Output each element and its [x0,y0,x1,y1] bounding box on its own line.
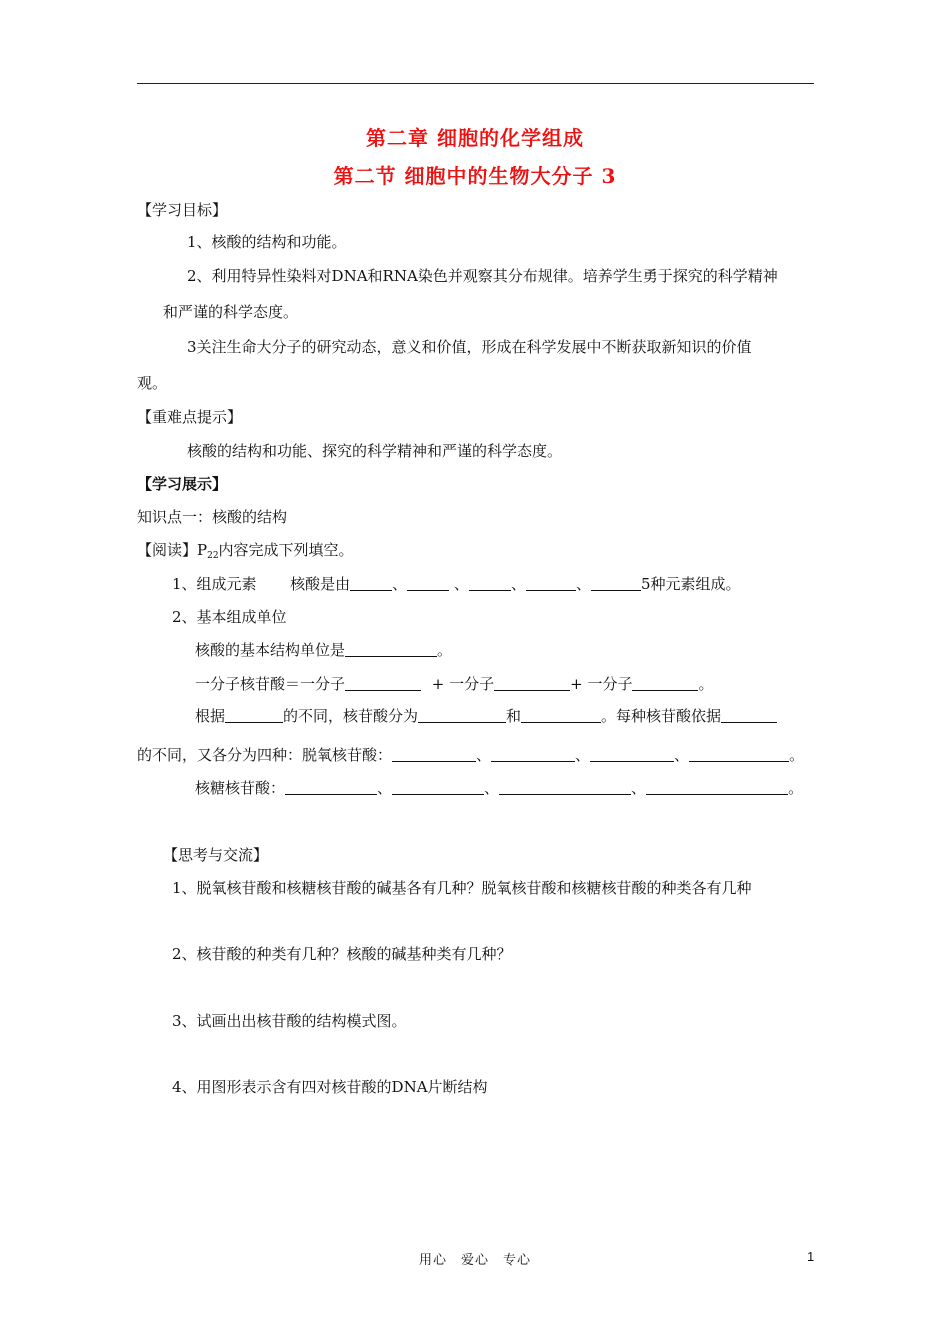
blank[interactable] [632,675,698,691]
chapter-title: 第二章 细胞的化学组成 [366,126,584,150]
blank[interactable] [392,746,476,762]
ribonucleotide-line: 核糖核苷酸： 、 、 、 。 [195,779,804,797]
question-4: 4、用图形表示含有四对核苷酸的DNA片断结构 [172,1078,488,1096]
blank[interactable] [721,707,777,723]
nucleotide-composition: 一分子核苷酸＝一分子 + 一分子 + 一分子 。 [195,675,714,693]
blank[interactable] [689,746,789,762]
show-header: 【学习展示】 [137,475,228,493]
classification-line1: 根据 的不同，核苷酸分为 和 。每种核苷酸依据 [195,706,777,726]
blank[interactable] [392,779,484,795]
item-2-label: 2、基本组成单位 [172,608,287,626]
key-points-text: 核酸的结构和功能、探究的科学精神和严谨的科学态度。 [187,442,563,460]
blank[interactable] [285,779,377,795]
blank[interactable] [521,707,601,723]
key-points-header: 【重难点提示】 [137,408,243,426]
item-1-elements: 1、组成元素 核酸是由 、 、 、 、 5种元素组成。 [172,575,741,593]
blank[interactable] [591,575,641,591]
blank[interactable] [345,641,437,657]
blank[interactable] [526,575,576,591]
blank[interactable] [494,675,570,691]
goals-header: 【学习目标】 [137,201,228,219]
goal-3-line2: 观。 [137,374,168,392]
blank[interactable] [646,779,788,795]
knowledge-point-1: 知识点一：核酸的结构 [137,508,288,526]
blank[interactable] [418,707,506,723]
question-3: 3、试画出出核苷酸的结构模式图。 [172,1012,407,1030]
goal-2-line1: 2、利用特异性染料对DNA和RNA染色并观察其分布规律。培养学生勇于探究的科学精神 [187,267,778,285]
think-header: 【思考与交流】 [163,846,269,864]
blank[interactable] [590,746,674,762]
section-title: 第二节 细胞中的生物大分子 3 [333,164,617,188]
goal-3-line1: 3关注生命大分子的研究动态，意义和价值，形成在科学发展中不断获取新知识的价值 [187,338,752,356]
blank[interactable] [350,575,392,591]
goal-2-line2: 和严谨的科学态度。 [163,303,299,321]
blank[interactable] [225,707,283,723]
unit-line: 核酸的基本结构单位是 。 [195,641,453,659]
blank[interactable] [491,746,575,762]
question-2: 2、核苷酸的种类有几种？核酸的碱基种类有几种？ [172,945,512,963]
header-rule [137,83,814,84]
blank[interactable] [499,779,631,795]
goal-1: 1、核酸的结构和功能。 [187,233,347,251]
deoxynucleotide-line: 的不同，又各分为四种：脱氧核苷酸： 、 、 、 。 [137,746,805,764]
question-1: 1、脱氧核苷酸和核糖核苷酸的碱基各有几种？脱氧核苷酸和核糖核苷酸的种类各有几种 [172,879,752,897]
blank[interactable] [469,575,511,591]
blank[interactable] [345,675,421,691]
page-number: 1 [807,1249,815,1264]
reading-instruction: 【阅读】$P_{22}$内容完成下列填空。 [137,541,354,561]
footer-motto: 用心 爱心 专心 [418,1253,531,1268]
blank[interactable] [407,575,449,591]
